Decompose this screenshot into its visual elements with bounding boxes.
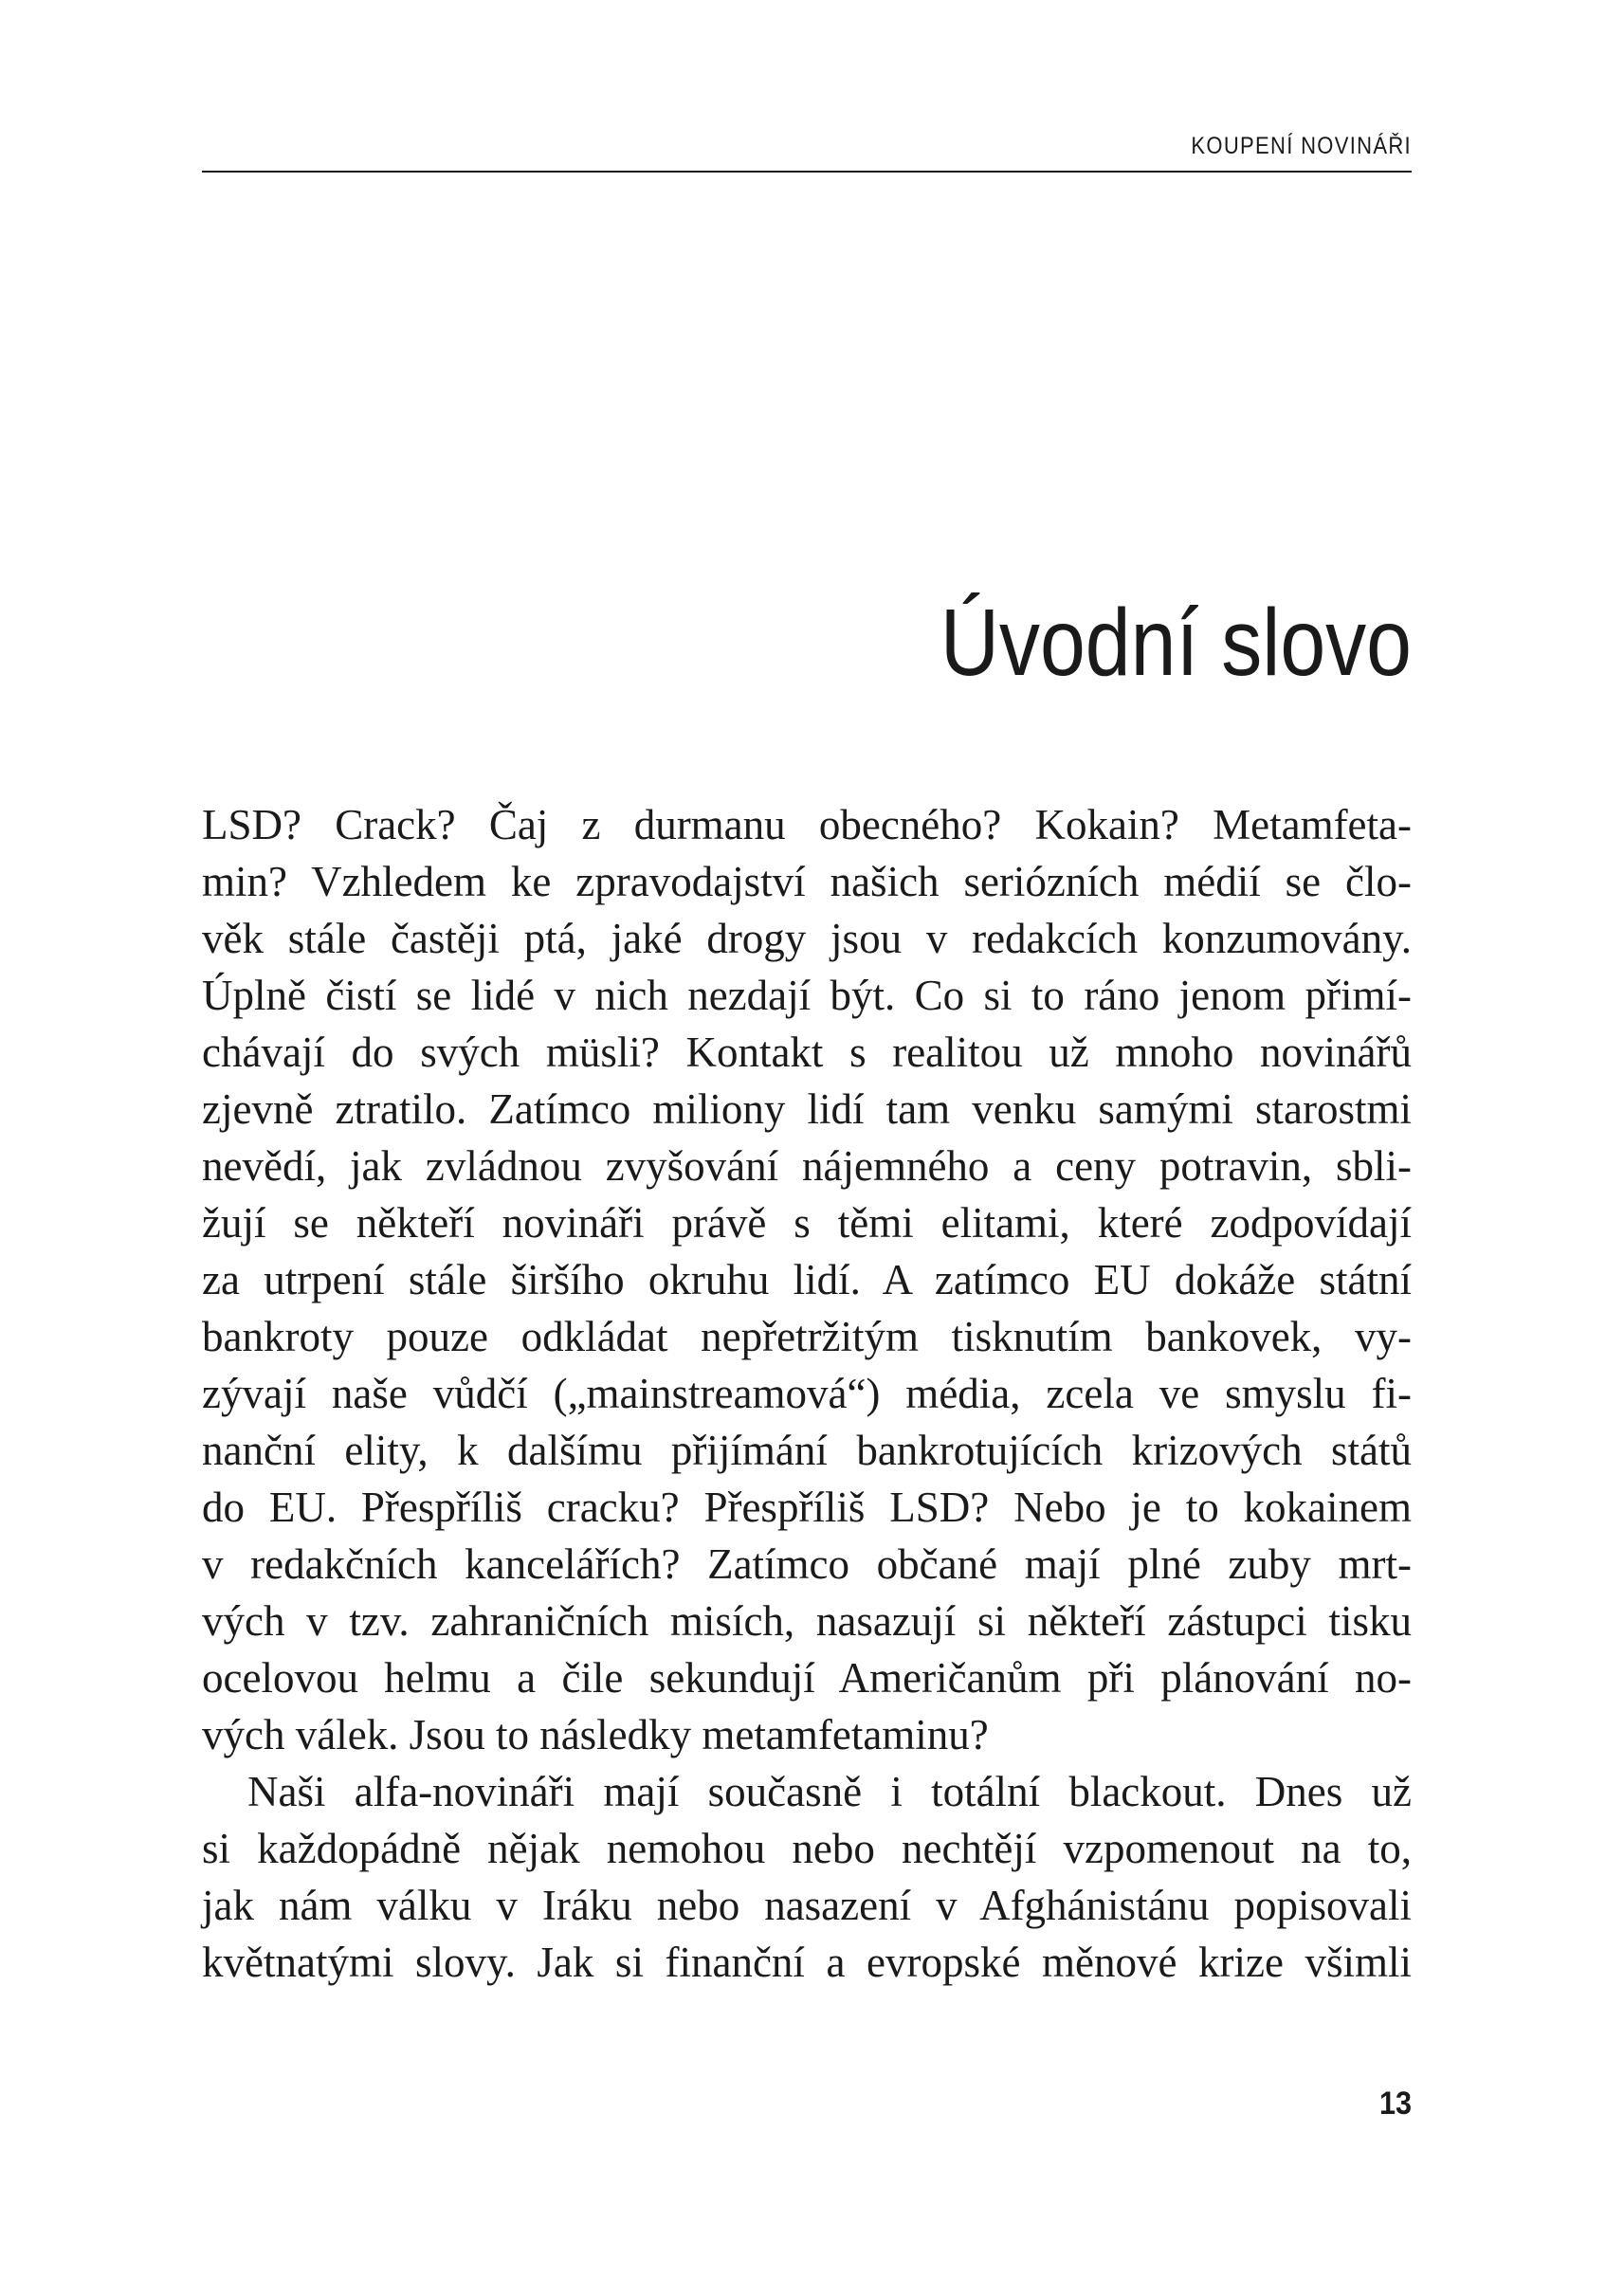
text-line: zjevně ztratilo. Zatímco miliony lidí tam venku samými starostmi	[202, 1085, 1412, 1133]
paragraph-2	[202, 1763, 1412, 1991]
text-line: LSD? Crack? Čaj z durmanu obecného? Kokain? Metamfeta-	[202, 801, 1412, 848]
text-line: jak nám válku v Iráku nebo nasazení v Afghánistánu popisovali	[202, 1882, 1412, 1929]
text-line: vých válek. Jsou to následky metamfetaminu?	[202, 1711, 989, 1758]
header-rule	[202, 171, 1412, 173]
text-line: Naši alfa-novináři mají současně i totální blackout. Dnes už	[247, 1768, 1412, 1815]
text-line: zývají naše vůdčí („mainstreamová“) média, zcela ve smyslu fi-	[202, 1370, 1412, 1417]
chapter-title: Úvodní slovo	[940, 590, 1412, 696]
text-line: si každopádně nějak nemohou nebo nechtějí vzpomenout na to,	[202, 1825, 1412, 1872]
text-line: za utrpení stále širšího okruhu lidí. A zatímco EU dokáže státní	[202, 1256, 1412, 1303]
text-line: bankroty pouze odkládat nepřetržitým tisknutím bankovek, vy-	[202, 1313, 1412, 1360]
running-header: KOUPENÍ NOVINÁŘI	[1191, 133, 1412, 159]
text-line: ocelovou helmu a čile sekundují Američanům při plánování no-	[202, 1654, 1412, 1702]
text-line: chávají do svých müsli? Kontakt s realitou už mnoho novinářů	[202, 1029, 1412, 1076]
text-line: květnatými slovy. Jak si finanční a evropské měnové krize všimli	[202, 1939, 1412, 1986]
text-line: věk stále častěji ptá, jaké drogy jsou v redakcích konzumovány.	[202, 915, 1412, 962]
paragraph-1	[202, 796, 1412, 1763]
page-number: 13	[1378, 2086, 1412, 2122]
text-line: vých v tzv. zahraničních misích, nasazují si někteří zástupci tisku	[202, 1597, 1412, 1645]
text-line: nanční elity, k dalšímu přijímání bankrotujících krizových států	[202, 1427, 1412, 1474]
text-line: nevědí, jak zvládnou zvyšování nájemného a ceny potravin, sbli-	[202, 1142, 1412, 1190]
text-line: v redakčních kancelářích? Zatímco občané mají plné zuby mrt-	[202, 1540, 1412, 1588]
body-text	[202, 796, 1412, 1991]
text-line: žují se někteří novináři právě s těmi elitami, které zodpovídají	[202, 1199, 1412, 1247]
text-line: do EU. Přespříliš cracku? Přespříliš LSD? Nebo je to kokainem	[202, 1484, 1412, 1531]
text-line: Úplně čistí se lidé v nich nezdají být. Co si to ráno jenom přimí-	[202, 972, 1412, 1019]
text-line: min? Vzhledem ke zpravodajství našich seriózních médií se člo-	[202, 858, 1412, 905]
